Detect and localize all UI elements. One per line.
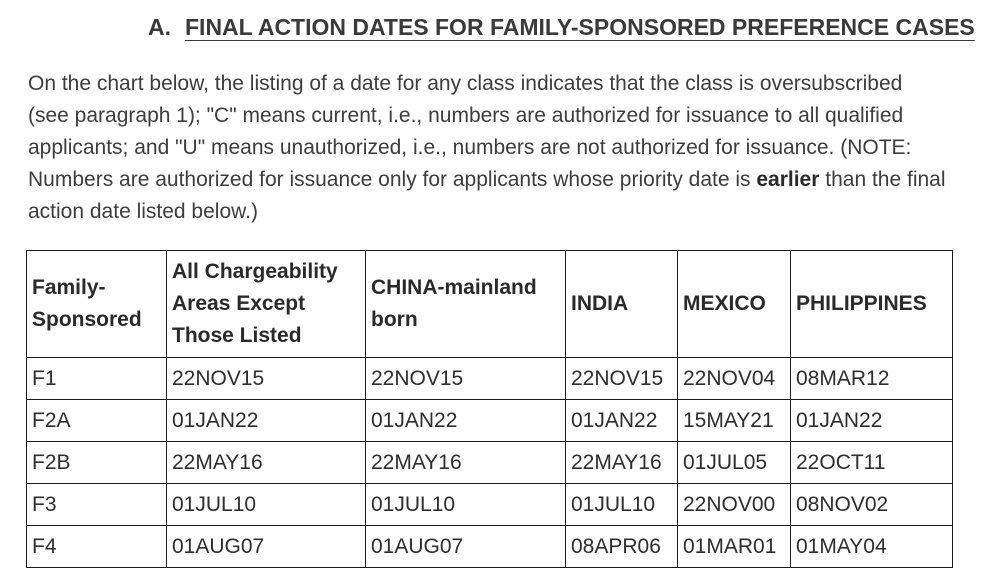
cell-date: 01AUG07 <box>167 526 366 568</box>
intro-paragraph <box>28 68 948 228</box>
table-row <box>27 442 953 484</box>
cell-date: 01JAN22 <box>167 400 366 442</box>
cell-date: 22NOV15 <box>566 358 678 400</box>
header-philippines: PHILIPPINES <box>791 251 953 358</box>
cell-date: 08APR06 <box>566 526 678 568</box>
header-mexico: MEXICO <box>678 251 791 358</box>
header-family-sponsored: Family-Sponsored <box>27 251 167 358</box>
cell-category: F4 <box>27 526 167 568</box>
table-row <box>27 358 953 400</box>
final-action-dates-table <box>26 250 953 568</box>
intro-text-part2: than the final action date listed below.) <box>28 168 946 223</box>
cell-date: 22NOV04 <box>678 358 791 400</box>
section-letter: A. <box>148 14 171 40</box>
section-heading <box>148 14 975 41</box>
cell-category: F2A <box>27 400 167 442</box>
intro-text-part1: On the chart below, the listing of a date for any class indicates that the class is oversubscribed (see paragraph 1); "C" means current, i.e., numbers are authorized for issuance to all qualified applicants; and "U" means unauthorized, i.e., numbers are not authorized for issuance. (NOTE: Numbers are authorized for issuance only for applicants whose priority date is <box>28 72 912 191</box>
cell-date: 01JAN22 <box>791 400 953 442</box>
header-india: INDIA <box>566 251 678 358</box>
table-header-row <box>27 251 953 358</box>
table-row <box>27 484 953 526</box>
cell-date: 01MAY04 <box>791 526 953 568</box>
cell-date: 08NOV02 <box>791 484 953 526</box>
cell-date: 01JUL05 <box>678 442 791 484</box>
section-title: FINAL ACTION DATES FOR FAMILY-SPONSORED PREFERENCE CASES <box>185 14 975 40</box>
cell-date: 15MAY21 <box>678 400 791 442</box>
table-row <box>27 400 953 442</box>
cell-category: F2B <box>27 442 167 484</box>
header-all-chargeability: All Chargeability Areas Except Those Listed <box>167 251 366 358</box>
cell-date: 01JAN22 <box>566 400 678 442</box>
header-china: CHINA-mainland born <box>366 251 566 358</box>
cell-date: 01JUL10 <box>366 484 566 526</box>
cell-date: 22MAY16 <box>566 442 678 484</box>
cell-date: 01AUG07 <box>366 526 566 568</box>
cell-date: 01JUL10 <box>566 484 678 526</box>
cell-date: 01JAN22 <box>366 400 566 442</box>
cell-date: 08MAR12 <box>791 358 953 400</box>
cell-date: 22MAY16 <box>366 442 566 484</box>
cell-category: F3 <box>27 484 167 526</box>
cell-date: 01JUL10 <box>167 484 366 526</box>
cell-date: 22NOV15 <box>366 358 566 400</box>
cell-date: 22OCT11 <box>791 442 953 484</box>
cell-category: F1 <box>27 358 167 400</box>
table-row <box>27 526 953 568</box>
cell-date: 01MAR01 <box>678 526 791 568</box>
cell-date: 22MAY16 <box>167 442 366 484</box>
cell-date: 22NOV00 <box>678 484 791 526</box>
intro-emphasis: earlier <box>756 168 820 191</box>
cell-date: 22NOV15 <box>167 358 366 400</box>
